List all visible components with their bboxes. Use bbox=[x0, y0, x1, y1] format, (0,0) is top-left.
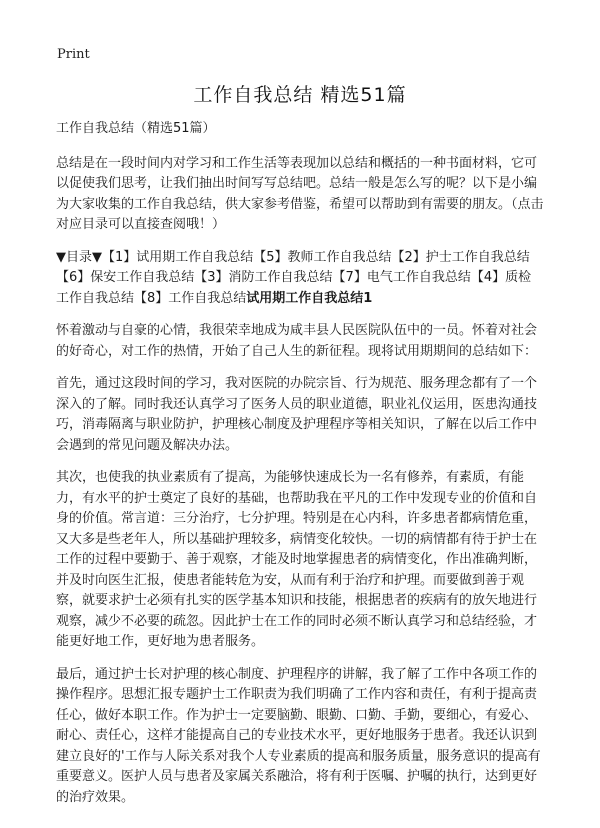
document-title: 工作自我总结 精选51篇 bbox=[193, 84, 407, 106]
document-subtitle: 工作自我总结（精选51篇） bbox=[56, 121, 216, 136]
section-heading: 试用期工作自我总结1 bbox=[246, 290, 373, 306]
intro-paragraph: 总结是在一段时间内对学习和工作生活等表现加以总结和概括的一种书面材料，它可以促使我们思考，让我们抽出时间写写总结吧。总结一般是怎么写的呢？以下是小编为大家收集的工作自我总结，供大家参考借鉴，希望可以帮助到有需要的朋友。（点击对应目录可以直接查阅哦！） bbox=[56, 155, 544, 232]
toc-links[interactable]: ▼目录▼【1】试用期工作自我总结【5】教师工作自我总结【2】护士工作自我总结【6】保安工作自我总结【3】消防工作自我总结【7】电气工作自我总结【4】质检工作自我总结【8】工作自我总结 bbox=[56, 249, 532, 306]
body-paragraph-2: 首先，通过这段时间的学习，我对医院的办院宗旨、行为规范、服务理念都有了一个深入的了解。同时我还认真学习了医务人员的职业道德，职业礼仪运用，医患沟通技巧，消毒隔离与职业防护，护理核心制度及护理程序等相关知识，了解在以后工作中会遇到的常见问题及解决办法。 bbox=[56, 376, 538, 453]
document-body bbox=[56, 119, 544, 820]
print-link[interactable]: Print bbox=[57, 47, 90, 62]
body-paragraph-4: 最后，通过护士长对护理的核心制度、护理程序的讲解，我了解了工作中各项工作的操作程序。思想汇报专题护士工作职责为我们明确了工作内容和责任，有利于提高责任心，做好本职工作。作为护士一定要脑勤、眼勤、口勤、手勤，要细心，有爱心、耐心、责任心，这样才能提高自己的专业技术水平，更好地服务于患者。我还认识到建立良好的'工作与人际关系对我个人专业素质的提高和服务质量，服务意识的提高有重要意义。医护人员与患者及家属关系融洽，将有利于医嘱、护嘱的执行，达到更好的治疗效果。 bbox=[56, 666, 541, 805]
body-paragraph-1: 怀着激动与自豪的心情，我很荣幸地成为咸丰县人民医院队伍中的一员。怀着对社会的好奇心，对工作的热情，开始了自己人生的新征程。现将试用期期间的总结如下： bbox=[56, 323, 538, 359]
body-paragraph-3: 其次，也使我的执业素质有了提高，为能够快速成长为一名有修养，有素质，有能力，有水平的护士奠定了良好的基础，也帮助我在平凡的工作中发现专业的价值和自身的价值。常言道：三分治疗，七分护理。特别是在心内科，许多患者都病情危重，又大多是些老年人，所以基础护理较多，病情变化较快。一切的病情都有待于护士在工作的过程中要勤于、善于观察，才能及时地掌握患者的病情变化，作出准确判断，并及时向医生汇报，使患者能转危为安，从而有利于治疗和护理。而要做到善于观察，就要求护士必须有扎实的医学基本知识和技能，根据患者的疾病有的放矢地进行观察，减少不必要的疏忽。因此护士在工作的同时必须不断认真学习和总结经验，才能更好地工作，更好地为患者服务。 bbox=[56, 470, 538, 649]
table-of-contents[interactable] bbox=[56, 248, 544, 310]
